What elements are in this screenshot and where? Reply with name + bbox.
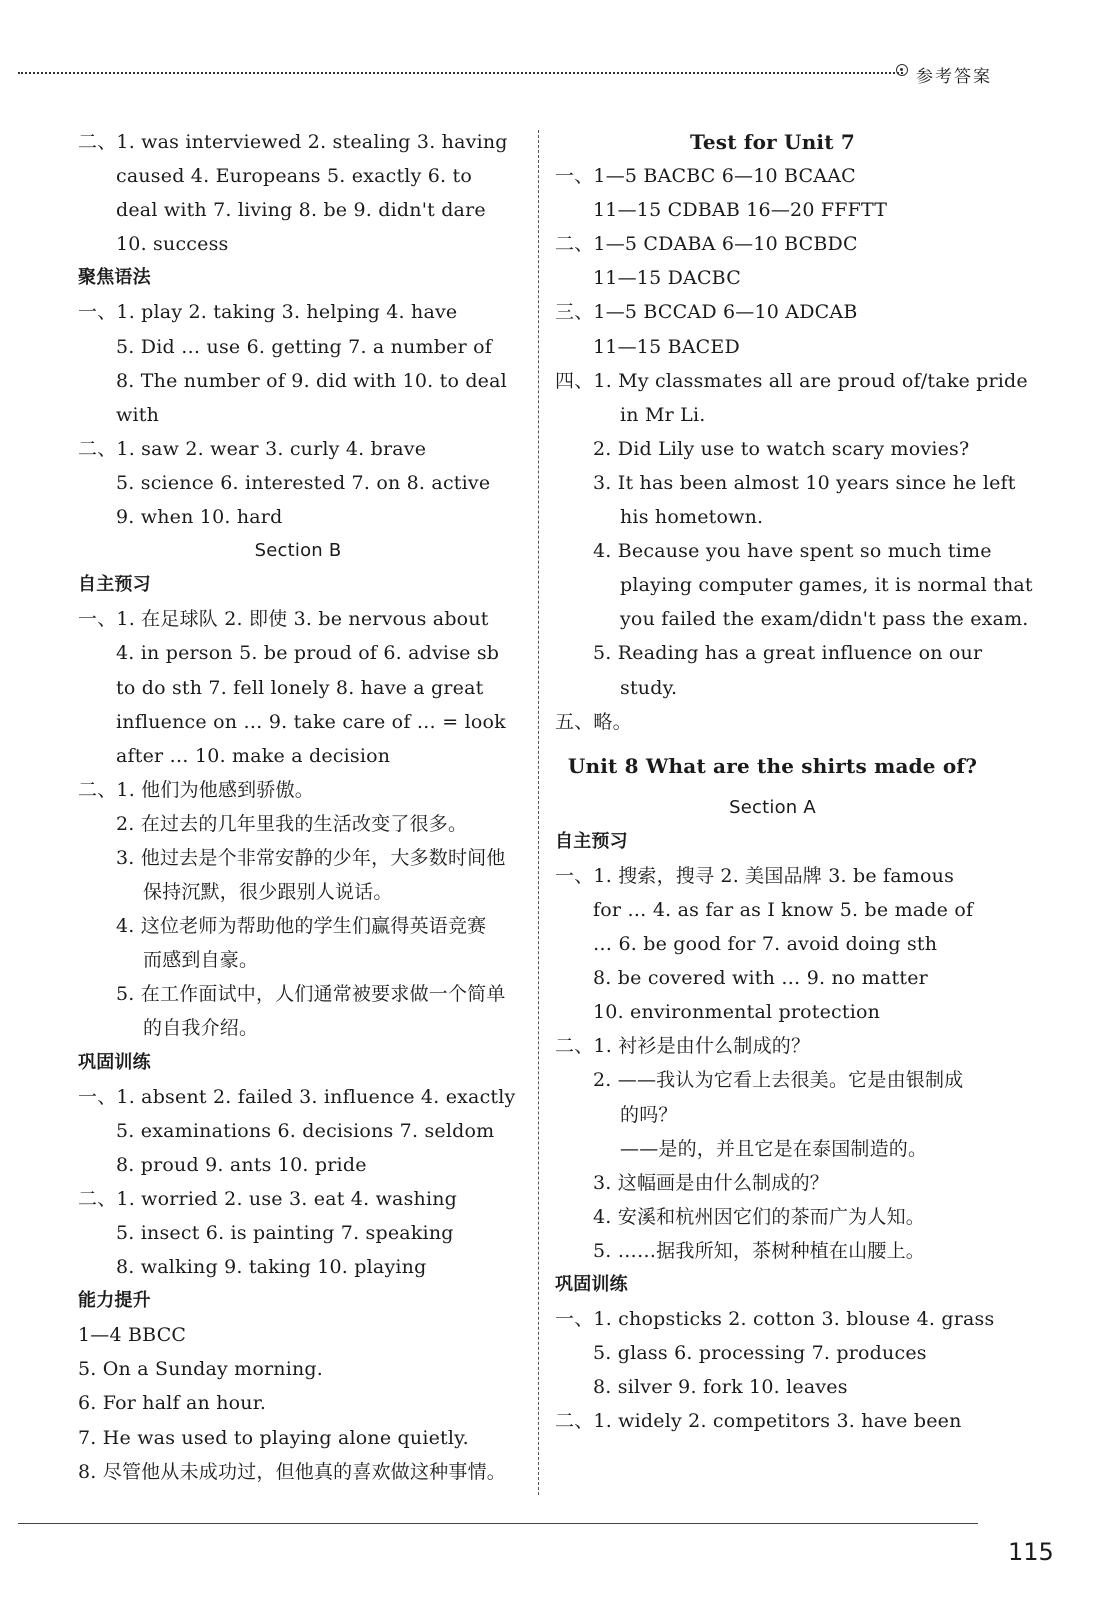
section-heading: 聚焦语法 <box>78 267 151 289</box>
answer-line: 8. be covered with … 9. no matter <box>593 967 928 990</box>
answer-line: to do sth 7. fell lonely 8. have a great <box>116 676 484 699</box>
answer-line: 而感到自豪。 <box>143 949 259 972</box>
answer-line: … 6. be good for 7. avoid doing sth <box>593 933 938 956</box>
right-column <box>555 125 1033 1438</box>
answer-line: 五、略。 <box>555 710 632 733</box>
page-number: 115 <box>1008 1538 1054 1566</box>
answer-line: 6. For half an hour. <box>78 1392 267 1415</box>
answer-line: 11—15 CDBAB 16—20 FFFTT <box>593 199 888 222</box>
answer-line: 二、1. worried 2. use 3. eat 4. washing <box>78 1187 458 1210</box>
answer-line: 8. 尽管他从未成功过，但他真的喜欢做这种事情。 <box>78 1460 506 1483</box>
answer-line: 二、1. saw 2. wear 3. curly 4. brave <box>78 437 427 460</box>
answer-line: 4. 这位老师为帮助他的学生们赢得英语竞赛 <box>116 915 487 938</box>
answer-line: 8. walking 9. taking 10. playing <box>116 1256 427 1279</box>
answer-line: 一、1. absent 2. failed 3. influence 4. exactly <box>78 1085 516 1108</box>
answer-line: 5. science 6. interested 7. on 8. active <box>116 471 491 494</box>
answer-line: after … 10. make a decision <box>116 744 391 767</box>
answer-line: 8. proud 9. ants 10. pride <box>116 1153 367 1176</box>
answer-line: playing computer games, it is normal that <box>620 574 1033 597</box>
answer-line: 11—15 BACED <box>593 335 740 358</box>
answer-line: 三、1—5 BCCAD 6—10 ADCAB <box>555 301 858 324</box>
answer-line: 的吗？ <box>620 1103 678 1126</box>
answer-line: 5. 在工作面试中，人们通常被要求做一个简单 <box>116 983 506 1006</box>
answer-line: 3. 他过去是个非常安静的少年，大多数时间他 <box>116 846 506 869</box>
answer-line: 二、1. 他们为他感到骄傲。 <box>78 778 314 801</box>
answer-line: 11—15 DACBC <box>593 267 741 290</box>
answer-line: 8. silver 9. fork 10. leaves <box>593 1376 848 1399</box>
section-heading: 自主预习 <box>555 830 628 852</box>
answer-line: ——是的，并且它是在泰国制造的。 <box>620 1137 928 1160</box>
answer-line: 5. examinations 6. decisions 7. seldom <box>116 1119 495 1142</box>
section-heading: 能力提升 <box>78 1290 151 1312</box>
answer-line: 1—4 BBCC <box>78 1324 187 1347</box>
answer-line: you failed the exam/didn't pass the exam. <box>620 608 1029 631</box>
answer-line: caused 4. Europeans 5. exactly 6. to <box>116 165 472 188</box>
section-heading: 巩固训练 <box>78 1051 151 1073</box>
answer-line: with <box>116 403 160 426</box>
answer-line: 二、1. 衬衫是由什么制成的？ <box>555 1035 811 1058</box>
answer-line: 10. success <box>116 233 229 256</box>
answer-line: 一、1—5 BACBC 6—10 BCAAC <box>555 165 856 188</box>
answer-line: 四、1. My classmates all are proud of/take pride <box>555 369 1028 392</box>
unit-title: Unit 8 What are the shirts made of? <box>567 753 978 778</box>
answer-line: 一、1. chopsticks 2. cotton 3. blouse 4. grass <box>555 1308 995 1331</box>
answer-line: 3. It has been almost 10 years since he left <box>593 471 1016 494</box>
section-heading: 巩固训练 <box>555 1274 628 1295</box>
left-column <box>78 125 518 1489</box>
answer-line: 5. Did … use 6. getting 7. a number of <box>116 335 492 358</box>
header-bullet-icon <box>896 64 908 76</box>
section-title: Section B <box>254 540 342 562</box>
answer-line: influence on … 9. take care of … = look <box>116 710 506 733</box>
section-title: Section A <box>729 796 816 818</box>
answer-line: 9. when 10. hard <box>116 506 283 529</box>
section-heading: 自主预习 <box>78 574 151 596</box>
answer-line: 5. On a Sunday morning. <box>78 1358 324 1381</box>
answer-line: 5. insect 6. is painting 7. speaking <box>116 1222 454 1244</box>
answer-line: deal with 7. living 8. be 9. didn't dare <box>116 199 486 222</box>
header-dotted-rule <box>18 72 903 74</box>
answer-line: study. <box>620 676 678 699</box>
answer-line: 7. He was used to playing alone quietly. <box>78 1426 469 1449</box>
answer-line: in Mr Li. <box>620 403 706 426</box>
answer-line: 二、1—5 CDABA 6—10 BCBDC <box>555 233 858 256</box>
answer-line: 3. 这幅画是由什么制成的？ <box>593 1171 829 1194</box>
column-divider <box>538 130 539 1495</box>
answer-line: 2. Did Lily use to watch scary movies? <box>593 437 970 460</box>
footer-rule <box>18 1523 978 1524</box>
answer-line: 二、1. widely 2. competitors 3. have been <box>555 1410 962 1433</box>
answer-line: for … 4. as far as I know 5. be made of <box>593 898 974 921</box>
answer-line: his hometown. <box>620 506 764 529</box>
answer-line: 5. ……据我所知，茶树种植在山腰上。 <box>593 1239 925 1262</box>
answer-line: 一、1. 搜索，搜寻 2. 美国品牌 3. be famous <box>555 864 955 887</box>
answer-line: 10. environmental protection <box>593 1001 881 1024</box>
answer-line: 一、1. play 2. taking 3. helping 4. have <box>78 301 458 324</box>
answer-line: 4. Because you have spent so much time <box>593 540 992 563</box>
answer-line: 8. The number of 9. did with 10. to deal <box>116 369 507 392</box>
answer-line: 保持沉默，很少跟别人说话。 <box>143 881 393 904</box>
header-label: 参考答案 <box>916 67 992 87</box>
answer-line: 4. 安溪和杭州因它们的茶而广为人知。 <box>593 1205 925 1228</box>
answer-line: 5. Reading has a great influence on our <box>593 642 983 665</box>
answer-line: 一、1. 在足球队 2. 即使 3. be nervous about <box>78 608 489 631</box>
answer-line: 5. glass 6. processing 7. produces <box>593 1342 927 1365</box>
test-title: Test for Unit 7 <box>690 130 855 154</box>
answer-line: 4. in person 5. be proud of 6. advise sb <box>116 642 500 665</box>
answer-line: 二、1. was interviewed 2. stealing 3. having <box>78 131 508 153</box>
answer-line: 2. 在过去的几年里我的生活改变了很多。 <box>116 812 468 835</box>
answer-line: 的自我介绍。 <box>143 1017 259 1040</box>
answer-line: 2. ——我认为它看上去很美。它是由银制成 <box>593 1069 964 1092</box>
